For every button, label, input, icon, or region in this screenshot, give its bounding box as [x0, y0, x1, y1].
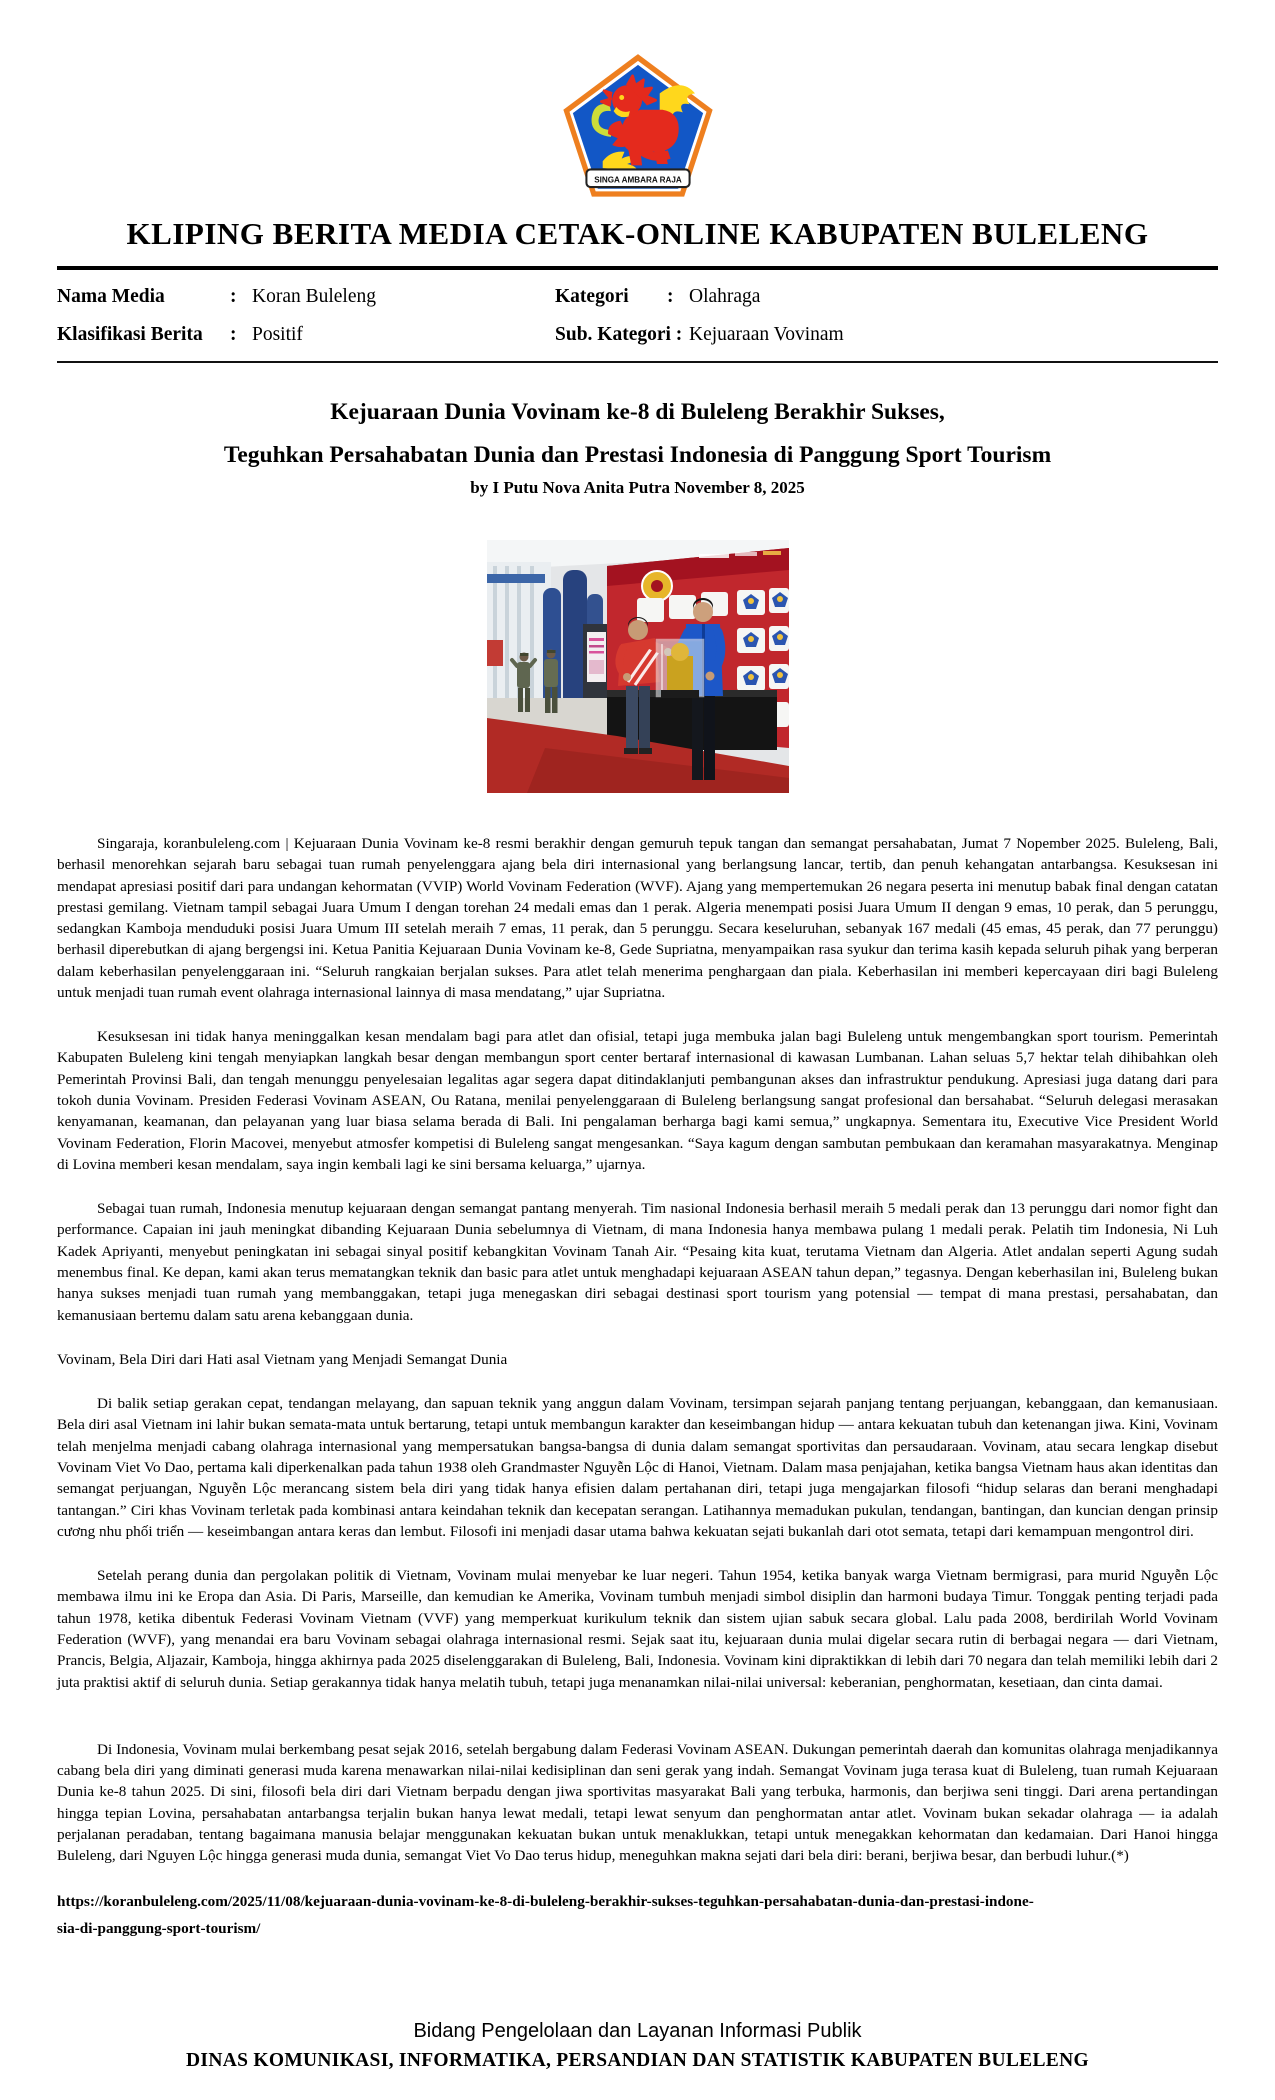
- footer-division: Bidang Pengelolaan dan Layanan Informasi Publik: [413, 2020, 862, 2042]
- article-title: [57, 391, 1218, 477]
- article-paragraph: Sebagai tuan rumah, Indonesia menutup kejuaraan dengan semangat pantang menyerah. Tim nasional Indonesia berhasil meraih 5 medali perak dan 13 perunggu dari nomor fight dan performance. Capaian ini jauh meningkat dibanding Kejuaraan Dunia sebelumnya di Vietnam, di mana Indonesia hanya membawa pulang 1 medali perak. Pelatih tim Indonesia, Ni Luh Kadek Apriyanti, menyebut peningkatan ini sebagai sinyal positif kebangkitan Vovinam Tanah Air. “Pesaing kita kuat, terutama Vietnam dan Algeria. Atlet andalan seperti Agung sudah menembus final. Ke depan, kami akan terus mematangkan teknik dan basic para atlet untuk menghadapi kejuaraan ASEAN tahun depan,” tegasnya. Dengan keberhasilan ini, Buleleng bukan hanya sukses menjadi tuan rumah yang membanggakan, tetapi juga menegaskan diri sebagai destinasi sport tourism yang potensial — tempat di mana prestasi, persahabatan, dan kemanusiaan bertemu dalam satu arena kebanggaan dunia.: [57, 1200, 1218, 1324]
- meta-value-klasifikasi: Positif: [252, 324, 303, 346]
- meta-value-nama-media: Koran Buleleng: [252, 285, 377, 307]
- crest-banner-text: SINGA AMBARA RAJA: [593, 175, 682, 185]
- article-byline: by I Putu Nova Anita Putra November 8, 2025: [470, 477, 805, 497]
- title-divider: [57, 266, 1218, 270]
- article-title-line2: Teguhkan Persahabatan Dunia dan Prestasi Indonesia di Panggung Sport Tourism: [223, 442, 1052, 469]
- meta-value-kategori: Olahraga: [689, 285, 761, 307]
- footer-agency: DINAS KOMUNIKASI, INFORMATIKA, PERSANDIAN DAN STATISTIK KABUPATEN BULELENG: [186, 2050, 1089, 2071]
- article-body: [57, 833, 1218, 1943]
- article-paragraph: Di balik setiap gerakan cepat, tendangan melayang, dan sapuan teknik yang anggun dalam Vovinam, tersimpan sejarah panjang tentang perjuangan, kebanggaan, dan kemanusiaan. Bela diri asal Vietnam ini lahir bukan semata-mata untuk bertarung, tetapi untuk membangun karakter dan keseimbangan hidup — antara kekuatan tubuh dan ketenangan jiwa. Kini, Vovinam telah menjelma menjadi cabang olahraga internasional yang mempersatukan bangsa-bangsa di dunia dalam semangat sportivitas dan persaudaraan. Vovinam, atau secara lengkap disebut Vovinam Viet Vo Dao, pertama kali diperkenalkan pada tahun 1938 oleh Grandmaster Nguyễn Lộc di Hanoi, Vietnam. Dalam masa penjajahan, ketika bangsa Vietnam haus akan identitas dan semangat perjuangan, Nguyễn Lộc merancang sistem bela diri yang tidak hanya efisien dalam pertahanan diri, tetapi juga mengajarkan filosofi “hidup selaras dan berani menghadapi tantangan.” Ciri khas Vovinam terletak pada kombinasi antara keindahan teknik dan kecepatan serangan. Latihannya memadukan pukulan, tendangan, bantingan, dan kuncian dengan prinsip cương nhu phối triển — keseimbangan antara keras dan lembut. Filosofi ini menjadi dasar utama bahwa kekuatan sejati bukanlah dari otot semata, tetapi dari kemampuan mengontrol diri.: [57, 1395, 1218, 1540]
- source-url-line1: https://koranbuleleng.com/2025/11/08/kejuaraan-dunia-vovinam-ke-8-di-buleleng-berakhir-sukses-teguhkan-persahabatan-dunia-dan-prestasi-indone-: [57, 1893, 1034, 1911]
- meta-value-sub-kategori: Kejuaraan Vovinam: [689, 324, 844, 346]
- article-paragraph: Di Indonesia, Vovinam mulai berkembang pesat sejak 2016, setelah bergabung dalam Federasi Vovinam ASEAN. Dukungan pemerintah daerah dan komunitas olahraga menjadikannya cabang bela diri yang diminati generasi muda karena menawarkan nilai-nilai kedisiplinan dan seni gerak yang indah. Semangat Vovinam juga terasa kuat di Buleleng, tuan rumah Kejuaraan Dunia ke-8 tahun 2025. Di sini, filosofi bela diri dari Vietnam berpadu dengan jiwa sportivitas masyarakat Bali yang terbuka, harmonis, dan berjiwa seni tinggi. Dari arena pertandingan hingga tepian Lovina, persahabatan antarbangsa terjalin bukan hanya lewat medali, tetapi lewat senyum dan penghormatan antar atlet. Vovinam bukan sekadar olahraga — ia adalah perjalanan peradaban, tentang bagaimana manusia belajar menggunakan kekuatan bukan untuk menaklukkan, tetapi untuk menegakkan kehormatan dan kedamaian. Dari Hanoi hingga Buleleng, dari Nguyen Lộc hingga generasi muda dunia, semangat Viet Vo Dao terus hidup, meneguhkan makna sejati dari bela diri: berani, berjiwa besar, dan berbudi luhur.(*): [57, 1740, 1218, 1865]
- clipping-meta-table: [57, 285, 1218, 347]
- meta-colon: :: [667, 285, 674, 307]
- glass-trophy-case: [657, 640, 703, 698]
- source-url: [57, 1889, 1218, 1942]
- meta-colon: :: [230, 285, 237, 307]
- page-title: KLIPING BERITA MEDIA CETAK-ONLINE KABUPATEN BULELENG: [126, 216, 1149, 251]
- meta-label-sub-kategori: Sub. Kategori :: [555, 324, 683, 346]
- meta-colon: :: [230, 324, 237, 346]
- article-title-line1: Kejuaraan Dunia Vovinam ke-8 di Buleleng Berakhir Sukses,: [330, 399, 945, 426]
- buleleng-crest-logo: [57, 50, 1218, 202]
- meta-label-klasifikasi: Klasifikasi Berita: [57, 324, 203, 346]
- crest-banner: [586, 169, 689, 187]
- meta-label-kategori: Kategori: [555, 285, 629, 307]
- meta-label-nama-media: Nama Media: [57, 285, 165, 307]
- event-photo-scene: [487, 540, 789, 793]
- article-subheading: Vovinam, Bela Diri dari Hati asal Vietnam yang Menjadi Semangat Dunia: [57, 1350, 508, 1368]
- meta-divider: [57, 361, 1218, 363]
- buleleng-crest-icon: [550, 50, 726, 202]
- event-photo: [487, 540, 789, 793]
- article-paragraph: Setelah perang dunia dan pergolakan politik di Vietnam, Vovinam mulai menyebar ke luar negeri. Tahun 1954, ketika banyak warga Vietnam bermigrasi, para murid Nguyễn Lộc membawa ilmu ini ke Eropa dan Asia. Di Paris, Marseille, dan kemudian ke Amerika, Vovinam tumbuh menjadi simbol disiplin dan harmoni budaya Timur. Tonggak penting terjadi pada tahun 1978, ketika dibentuk Federasi Vovinam Vietnam (VVF) yang memperkuat kurikulum teknik dan sistem ujian sabuk secara global. Lalu pada 2008, berdirilah World Vovinam Federation (WVF), yang menandai era baru Vovinam sebagai olahraga internasional resmi. Sejak saat itu, kejuaraan dunia mulai digelar secara rutin di berbagai negara — dari Vietnam, Prancis, Belgia, Aljazair, Kamboja, hingga akhirnya pada 2025 diselenggarakan di Buleleng, Bali, Indonesia. Vovinam kini dipraktikkan di lebih dari 70 negara dan telah memiliki lebih dari 2 juta praktisi aktif di seluruh dunia. Setiap gerakannya tidak hanya melatih tubuh, tetapi juga menanamkan nilai-nilai universal: keberanian, penghormatan, kesetiaan, dan cinta damai.: [57, 1567, 1218, 1691]
- source-url-line2: sia-di-panggung-sport-tourism/: [57, 1920, 261, 1938]
- page-footer: [0, 2020, 1275, 2072]
- article-paragraph: Kesuksesan ini tidak hanya meninggalkan kesan mendalam bagi para atlet dan ofisial, tetapi juga membuka jalan bagi Buleleng untuk mengembangkan sport tourism. Pemerintah Kabupaten Buleleng kini tengah menyiapkan langkah besar dengan membangun sport center bertaraf internasional di kawasan Lumbanan. Lahan seluas 5,7 hektar telah dihibahkan oleh Pemerintah Provinsi Bali, dan tengah menunggu penyelesaian legalitas agar segera dapat ditindaklanjuti pembangunan akses dan infrastruktur pendukung. Apresiasi juga datang dari para tokoh dunia Vovinam. Presiden Federasi Vovinam ASEAN, Ou Ratana, menilai penyelenggaraan di Buleleng berlangsung sangat profesional dan bersahabat. “Seluruh delegasi merasakan kenyamanan, keamanan, dan pelayanan yang luar biasa selama berada di Bali. Ini pengalaman berharga bagi kami semua,” ungkapnya. Sementara itu, Executive Vice President World Vovinam Federation, Florin Macovei, menyebut atmosfer kompetisi di Buleleng sangat mengesankan. “Saya kagum dengan sambutan pembukaan dan keramahan masyarakatnya. Menginap di Lovina memberi kesan mendalam, saya ingin kembali lagi ke sini bersama keluarga,” ujarnya.: [57, 1028, 1218, 1173]
- article-paragraph: Singaraja, koranbuleleng.com | Kejuaraan Dunia Vovinam ke-8 resmi berakhir dengan gemuruh tepuk tangan dan semangat persahabatan, Jumat 7 Nopember 2025. Buleleng, Bali, berhasil menorehkan sejarah baru sebagai tuan rumah penyelenggara ajang bela diri internasional yang berlangsung lancar, tertib, dan penuh kehangatan antarbangsa. Kesuksesan ini mendapat apresiasi positif dari para undangan kehormatan (VVIP) World Vovinam Federation (WVF). Ajang yang mempertemukan 26 negara peserta ini menutup babak final dengan catatan prestasi gemilang. Vietnam tampil sebagai Juara Umum I dengan torehan 24 medali emas dan 1 perak. Algeria menempati posisi Juara Umum II dengan 9 emas, 10 perak, dan 5 perunggu, sedangkan Kamboja menduduki posisi Juara Umum III setelah meraih 7 emas, 11 perak, dan 5 perunggu. Secara keseluruhan, sebanyak 167 medali (45 emas, 45 perak, dan 77 perunggu) berhasil diperebutkan di ajang bergengsi ini. Ketua Panitia Kejuaraan Dunia Vovinam ke-8, Gede Supriatna, menyampaikan rasa syukur dan terima kasih kepada seluruh pihak yang berperan dalam keberhasilan penyelenggaraan ini. “Seluruh rangkaian berjalan sukses. Para atlet telah menerima penghargaan dan piala. Keberhasilan ini memberi kepercayaan diri bagi Buleleng untuk menjadi tuan rumah event olahraga internasional lainnya di masa mendatang,” ujar Supriatna.: [57, 834, 1218, 1001]
